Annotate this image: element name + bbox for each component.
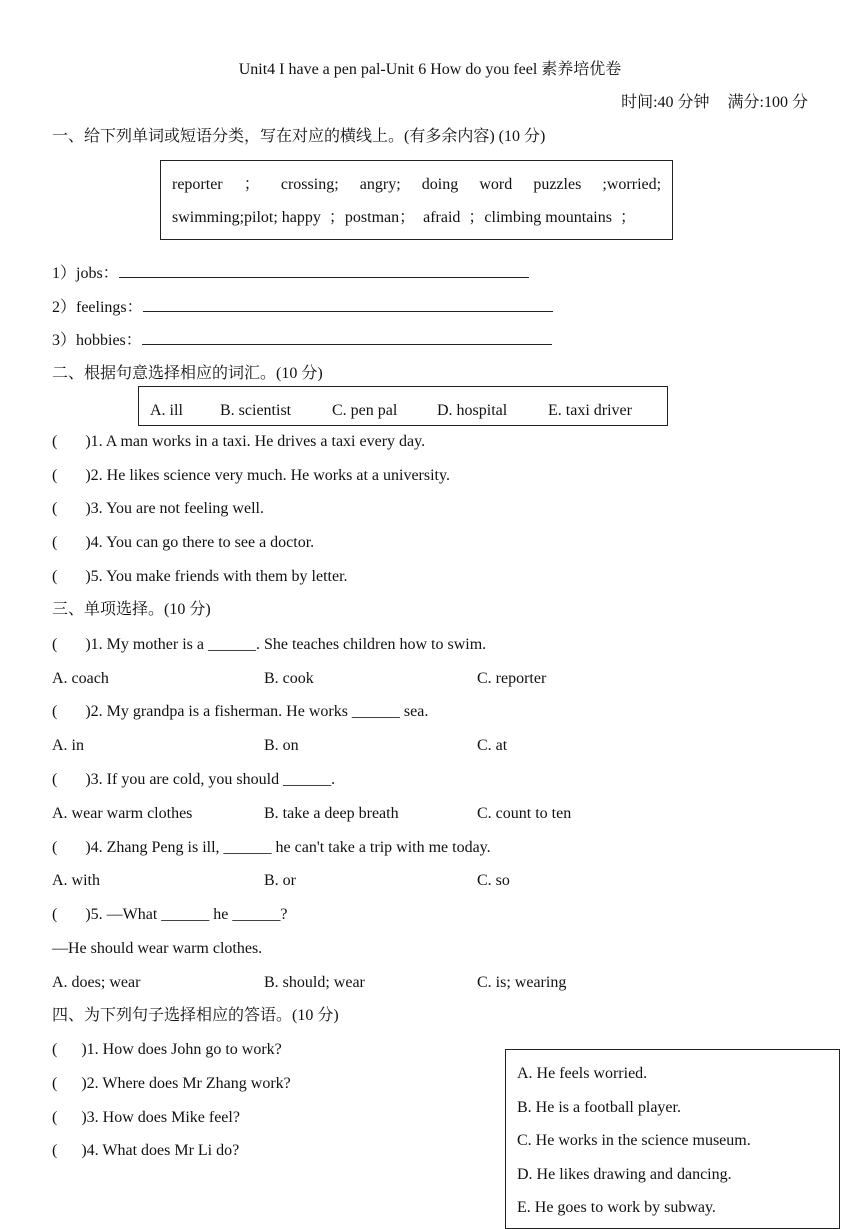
choice-a: A. in: [52, 737, 84, 754]
choice-c: C. reporter: [477, 670, 547, 687]
s2-question: [52, 533, 314, 553]
s3-question: [52, 838, 491, 858]
choice-c: C. count to ten: [477, 805, 572, 822]
choice-c: C. at: [477, 737, 508, 754]
answer-bracket[interactable]: ( ): [52, 1075, 87, 1092]
question-text: 2. He likes science very much. He works at a university.: [90, 467, 450, 484]
choice-c: C. so: [477, 872, 510, 889]
category-label: 2）feelings：: [52, 299, 143, 316]
question-text: 1. A man works in a taxi. He drives a taxi every day.: [90, 433, 426, 450]
choice-b: B. or: [264, 872, 296, 889]
answer-option-a: A. He feels worried.: [517, 1065, 648, 1082]
question-text: 2. Where does Mr Zhang work?: [86, 1075, 291, 1092]
answer-bracket[interactable]: ( ): [52, 1142, 87, 1159]
answer-blank[interactable]: [119, 263, 529, 278]
question-text: 3. If you are cold, you should ______.: [90, 771, 336, 788]
question-text: 3. You are not feeling well.: [90, 500, 264, 517]
question-text: 1. How does John go to work?: [86, 1041, 282, 1058]
answer-option-b: B. He is a football player.: [517, 1099, 681, 1116]
s3-question: [52, 905, 288, 925]
word-item: crossing;: [280, 176, 339, 193]
section3-heading: 三、单项选择。(10 分): [52, 601, 211, 618]
answer-option-c: C. He works in the science museum.: [517, 1132, 751, 1149]
section2-heading: 二、根据句意选择相应的词汇。(10 分): [52, 365, 323, 382]
choice-a: A. does; wear: [52, 974, 141, 991]
category-feelings: [52, 297, 553, 318]
word-bank-box: [160, 160, 673, 240]
category-jobs: [52, 263, 529, 284]
s3-question: [52, 635, 486, 655]
vocab-options-box: [138, 386, 668, 426]
answer-bracket[interactable]: ( ): [52, 534, 91, 551]
answer-bracket[interactable]: ( ): [52, 568, 91, 585]
question-text: 3. How does Mike feel?: [86, 1109, 240, 1126]
answer-bracket[interactable]: ( ): [52, 1041, 87, 1058]
answer-option-e: E. He goes to work by subway.: [517, 1199, 716, 1216]
choice-a: A. coach: [52, 670, 109, 687]
word-item: ；: [243, 176, 260, 193]
full-score: 满分:100 分: [727, 94, 808, 111]
choice-b: B. take a deep breath: [264, 805, 399, 822]
exam-meta: [621, 93, 808, 113]
word-item: reporter: [172, 176, 223, 193]
question-text: 1. My mother is a ______. She teaches children how to swim.: [90, 636, 487, 653]
section4-heading: 四、为下列句子选择相应的答语。(10 分): [52, 1007, 339, 1024]
dialogue-reply: —He should wear warm clothes.: [52, 940, 263, 957]
time-limit: 时间:40 分钟: [621, 94, 710, 111]
s4-question: [52, 1141, 239, 1161]
choice-b: B. on: [264, 737, 299, 754]
category-label: 3）hobbies：: [52, 332, 142, 349]
answer-options-box: [505, 1049, 840, 1229]
page-title: Unit4 I have a pen pal-Unit 6 How do you feel 素养培优卷: [238, 61, 622, 78]
word-item: puzzles: [533, 176, 582, 193]
word-bank-line-2: swimming;pilot; happy ；postman； afraid ；climbing mountains ；: [172, 209, 636, 226]
answer-bracket[interactable]: ( ): [52, 636, 91, 653]
answer-bracket[interactable]: ( ): [52, 906, 91, 923]
answer-blank[interactable]: [142, 330, 552, 345]
answer-bracket[interactable]: ( ): [52, 467, 91, 484]
s2-question: [52, 466, 450, 486]
word-bank-line-1: [172, 175, 661, 195]
question-text: 4. You can go there to see a doctor.: [90, 534, 315, 551]
answer-blank[interactable]: [143, 297, 553, 312]
question-text: 5. You make friends with them by letter.: [90, 568, 348, 585]
word-item: doing: [421, 176, 459, 193]
choice-b: B. cook: [264, 670, 314, 687]
s4-question: [52, 1108, 240, 1128]
answer-bracket[interactable]: ( ): [52, 1109, 87, 1126]
option-e: E. taxi driver: [548, 402, 632, 419]
question-text: 5. —What ______ he ______?: [90, 906, 288, 923]
category-label: 1）jobs：: [52, 265, 119, 282]
s2-question: [52, 432, 425, 452]
s4-question: [52, 1040, 282, 1060]
s3-question: [52, 702, 428, 722]
answer-bracket[interactable]: ( ): [52, 771, 91, 788]
option-a: A. ill: [150, 402, 183, 419]
s2-question: [52, 567, 348, 587]
question-text: 2. My grandpa is a fisherman. He works ______ sea.: [90, 703, 429, 720]
answer-bracket[interactable]: ( ): [52, 839, 91, 856]
word-item: ;worried;: [602, 176, 662, 193]
question-text: 4. Zhang Peng is ill, ______ he can't take a trip with me today.: [90, 839, 491, 856]
answer-bracket[interactable]: ( ): [52, 703, 91, 720]
s3-question: [52, 770, 335, 790]
option-c: C. pen pal: [332, 402, 398, 419]
section1-heading: 一、给下列单词或短语分类，写在对应的横线上。(有多余内容) (10 分): [52, 128, 546, 145]
s4-question: [52, 1074, 291, 1094]
choice-a: A. with: [52, 872, 100, 889]
s2-question: [52, 499, 264, 519]
answer-option-d: D. He likes drawing and dancing.: [517, 1166, 732, 1183]
word-item: angry;: [359, 176, 401, 193]
choice-c: C. is; wearing: [477, 974, 567, 991]
question-text: 4. What does Mr Li do?: [86, 1142, 240, 1159]
category-hobbies: [52, 330, 552, 351]
option-b: B. scientist: [220, 402, 292, 419]
choice-a: A. wear warm clothes: [52, 805, 193, 822]
word-item: word: [479, 176, 513, 193]
answer-bracket[interactable]: ( ): [52, 433, 91, 450]
answer-bracket[interactable]: ( ): [52, 500, 91, 517]
option-d: D. hospital: [437, 402, 508, 419]
choice-b: B. should; wear: [264, 974, 365, 991]
